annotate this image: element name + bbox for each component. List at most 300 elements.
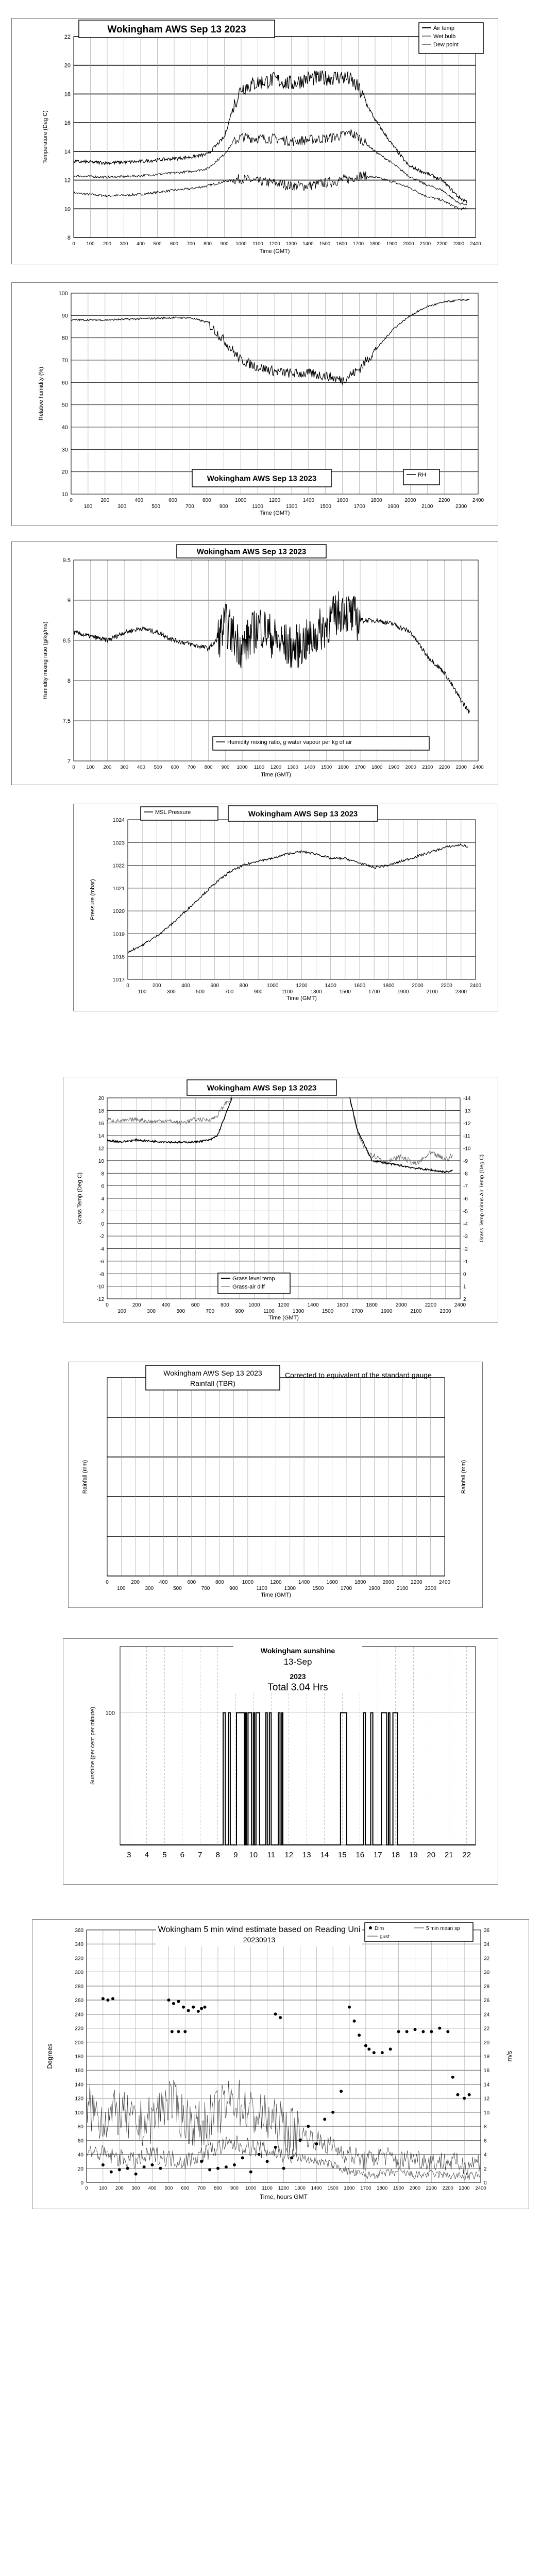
wind-direction-point	[204, 2006, 207, 2009]
legend-entry: Grass-air diff	[232, 1284, 265, 1290]
chart-title: Wokingham AWS Sep 13 2023	[163, 1369, 262, 1377]
x-tick-label: 2100	[397, 1586, 409, 1591]
x-tick-label: 1800	[383, 983, 395, 989]
y-tick-label: 2	[463, 1297, 466, 1302]
y-tick-label: 300	[75, 1970, 83, 1976]
x-tick-label: 2400	[454, 1302, 466, 1308]
series-mixing-ratio	[74, 591, 469, 714]
x-tick-label: 500	[164, 2185, 173, 2191]
wind-direction-point	[172, 2002, 175, 2005]
wind-direction-point	[358, 2033, 361, 2037]
x-tick-label: 600	[187, 1580, 196, 1585]
y-tick-label: 20	[98, 1096, 104, 1101]
x-tick-label: 1000	[248, 1302, 260, 1308]
y-tick-label: -4	[99, 1246, 104, 1252]
x-tick-label: 2300	[455, 765, 467, 770]
wind-direction-point	[134, 2173, 138, 2176]
chart-title: Wokingham AWS Sep 13 2023	[207, 474, 317, 483]
y-axis-label: Relative humidity (%)	[38, 367, 44, 420]
y-tick-label: 100	[58, 291, 68, 297]
y-tick-label: 28	[484, 1984, 490, 1990]
x-tick-label: 100	[117, 1309, 126, 1314]
x-tick-label: 500	[153, 241, 162, 247]
x-tick-label: 1100	[262, 2185, 273, 2191]
y-tick-label: 20	[77, 2166, 83, 2172]
x-tick-label: 5	[162, 1851, 167, 1859]
y-tick-label: 9.5	[62, 557, 71, 564]
wind-chart-panel	[32, 1919, 529, 2209]
wind-direction-point	[430, 2030, 433, 2033]
x-tick-label: 2100	[410, 1309, 422, 1314]
chart-subtitle: Rainfall (TBR)	[190, 1379, 235, 1387]
x-tick-label: 900	[253, 989, 263, 995]
x-axis-label: Time (GMT)	[268, 1315, 299, 1321]
x-tick-label: 2400	[472, 765, 484, 770]
wind-direction-point	[389, 2047, 392, 2050]
x-tick-label: 1800	[369, 241, 381, 247]
y-tick-label: 1021	[112, 885, 125, 892]
y-tick-label: 200	[75, 2040, 83, 2046]
y-tick-label: 260	[75, 1998, 83, 2004]
x-tick-label: 1700	[340, 1586, 352, 1591]
legend-entry: Dew point	[433, 42, 459, 48]
wind-direction-point	[373, 2051, 376, 2054]
y-tick-label: 360	[75, 1928, 83, 1934]
series-rh	[71, 299, 469, 384]
y-tick-label: 6	[484, 2138, 487, 2144]
y-tick-label: 7	[67, 758, 71, 765]
x-tick-label: 600	[168, 498, 177, 503]
x-tick-label: 700	[206, 1309, 215, 1314]
x-tick-label: 300	[120, 765, 129, 770]
y-tick-label: 20	[64, 62, 71, 69]
wind-direction-point	[258, 2153, 261, 2156]
x-tick-label: 700	[197, 2185, 206, 2191]
y-tick-label: 9	[67, 598, 71, 604]
x-axis-label: Time (GMT)	[286, 995, 317, 1002]
x-tick-label: 300	[131, 2185, 140, 2191]
x-tick-label: 700	[187, 241, 195, 247]
y-tick-label: 30	[484, 1970, 490, 1976]
y-tick-label: -10	[96, 1284, 104, 1290]
x-axis-label: Time (GMT)	[261, 772, 291, 778]
y-tick-label: 60	[61, 380, 68, 386]
chart-title: Wokingham AWS Sep 13 2023	[248, 809, 358, 819]
x-tick-label: 1200	[278, 2185, 290, 2191]
wind-direction-point	[364, 2044, 367, 2047]
y-tick-label: 22	[64, 34, 71, 40]
x-tick-label: 800	[204, 765, 213, 770]
x-tick-label: 22	[462, 1851, 471, 1859]
x-tick-label: 1300	[285, 504, 298, 510]
x-tick-label: 1100	[256, 1586, 267, 1591]
wind-direction-point	[353, 2020, 356, 2023]
y-tick-label: 0	[484, 2180, 487, 2186]
y-tick-label: -8	[463, 1171, 468, 1177]
x-tick-label: 1700	[352, 241, 364, 247]
wind-direction-point	[177, 2000, 180, 2003]
wind-direction-point	[111, 1997, 114, 2000]
y-tick-label: 100	[75, 2110, 83, 2116]
y-tick-label: 4	[484, 2152, 487, 2158]
wind-direction-point	[151, 2163, 154, 2166]
x-tick-label: 2300	[459, 2185, 470, 2191]
wind-direction-point	[118, 2168, 121, 2172]
x-tick-label: 2400	[475, 2185, 486, 2191]
x-tick-label: 1200	[296, 983, 308, 989]
temperature-chart	[12, 19, 498, 264]
y-tick-label: 1023	[112, 840, 125, 846]
wind-direction-point	[233, 2163, 236, 2166]
y-tick-label: 1018	[112, 954, 125, 960]
x-tick-label: 900	[219, 504, 228, 510]
chart-title: Wokingham 5 min wind estimate based on Reading Uni	[158, 1925, 361, 1934]
x-tick-label: 1100	[263, 1309, 275, 1314]
y2-axis-label: m/s	[505, 2050, 513, 2062]
y-tick-label: 7.5	[62, 718, 71, 724]
y-tick-label: 16	[98, 1121, 104, 1127]
y-tick-label: 24	[484, 2012, 490, 2018]
y-tick-label: 18	[64, 91, 71, 98]
x-tick-label: 300	[117, 504, 127, 510]
x-tick-label: 2300	[439, 1309, 451, 1314]
x-tick-label: 400	[137, 241, 145, 247]
x-tick-label: 200	[103, 241, 111, 247]
y-tick-label: 8	[67, 678, 71, 684]
x-tick-label: 1100	[252, 241, 263, 247]
x-tick-label: 10	[249, 1851, 258, 1859]
chart-title: Wokingham AWS Sep 13 2023	[107, 24, 246, 35]
mixing-ratio-chart-panel	[11, 541, 498, 785]
y-tick-label: 240	[75, 2012, 83, 2018]
x-tick-label: 1800	[366, 1302, 378, 1308]
wind-direction-point	[208, 2168, 211, 2172]
x-tick-label: 1700	[353, 504, 365, 510]
y-tick-label: 16	[484, 2068, 490, 2074]
x-tick-label: 800	[220, 1302, 229, 1308]
y-tick-label: 320	[75, 1956, 83, 1962]
x-tick-label: 600	[171, 765, 179, 770]
y-tick-label: 340	[75, 1942, 83, 1948]
x-tick-label: 1400	[325, 983, 336, 989]
y-tick-label: -3	[463, 1234, 468, 1240]
chart-annotation: Corrected to equivalent of the standard gauge	[285, 1371, 432, 1379]
x-tick-label: 1700	[368, 989, 380, 995]
wind-direction-point	[290, 2156, 293, 2159]
x-tick-label: 1000	[236, 765, 248, 770]
x-tick-label: 1200	[268, 498, 281, 503]
legend-entry: Air temp	[433, 25, 454, 31]
x-tick-label: 900	[230, 2185, 239, 2191]
x-tick-label: 1500	[312, 1586, 324, 1591]
x-tick-label: 600	[181, 2185, 190, 2191]
x-tick-label: 19	[409, 1851, 418, 1859]
wind-direction-point	[183, 2030, 187, 2033]
y-tick-label: 32	[484, 1956, 490, 1962]
y-tick-label: 140	[75, 2082, 83, 2088]
x-tick-label: 1400	[298, 1580, 310, 1585]
x-tick-label: 2100	[422, 765, 433, 770]
y-tick-label: 8	[484, 2124, 487, 2130]
y-tick-label: 34	[484, 1942, 490, 1948]
y-tick-label: 180	[75, 2054, 83, 2060]
x-tick-label: 1900	[393, 2185, 404, 2191]
sunshine-chart-panel	[63, 1638, 498, 1885]
y-tick-label: 1019	[112, 931, 125, 938]
wind-direction-point	[192, 2006, 195, 2009]
x-axis-label: Time, hours GMT	[260, 2193, 308, 2200]
wind-direction-point	[451, 2076, 454, 2079]
x-tick-label: 1600	[337, 765, 349, 770]
y-tick-label: 8.5	[62, 638, 71, 644]
wind-direction-point	[102, 2163, 105, 2166]
y-tick-label: 10	[64, 206, 71, 213]
x-tick-label: 400	[181, 983, 190, 989]
y-tick-label: 22	[484, 2026, 490, 2032]
x-tick-label: 1300	[285, 241, 297, 247]
y-tick-label: -1	[463, 1259, 468, 1265]
wind-direction-point	[282, 2167, 285, 2170]
x-tick-label: 2000	[405, 765, 416, 770]
humidity-chart	[12, 283, 498, 526]
x-tick-label: 1900	[381, 1309, 393, 1314]
wind-chart	[32, 1920, 529, 2209]
x-tick-label: 2100	[426, 2185, 437, 2191]
wind-direction-point	[159, 2167, 162, 2170]
chart-title: Wokingham AWS Sep 13 2023	[207, 1083, 317, 1093]
x-tick-label: 600	[170, 241, 178, 247]
x-tick-label: 4	[144, 1851, 149, 1859]
y-tick-label: -13	[463, 1108, 471, 1114]
x-tick-label: 1000	[235, 498, 247, 503]
wind-direction-point	[102, 1997, 105, 2000]
x-tick-label: 1000	[242, 1580, 254, 1585]
y-tick-label: 14	[484, 2082, 490, 2088]
x-tick-label: 1100	[252, 504, 263, 510]
x-tick-label: 1100	[253, 765, 265, 770]
x-tick-label: 1300	[292, 1309, 305, 1314]
x-tick-label: 0	[72, 241, 75, 247]
x-tick-label: 0	[126, 983, 129, 989]
y-tick-label: 18	[98, 1108, 104, 1114]
x-tick-label: 1700	[354, 765, 366, 770]
legend-entry: RH	[418, 472, 426, 478]
wind-direction-point	[225, 2165, 228, 2168]
x-tick-label: 1900	[387, 504, 399, 510]
x-tick-label: 1900	[386, 241, 398, 247]
wind-direction-point	[468, 2093, 471, 2096]
x-tick-label: 2200	[442, 2185, 453, 2191]
x-tick-label: 500	[151, 504, 160, 510]
x-tick-label: 2200	[438, 498, 450, 503]
x-tick-label: 21	[444, 1851, 453, 1859]
x-tick-label: 500	[196, 989, 205, 995]
y-axis-label: Degrees	[46, 2043, 54, 2069]
x-tick-label: 200	[132, 1302, 141, 1308]
x-tick-label: 18	[391, 1851, 400, 1859]
x-tick-label: 7	[198, 1851, 202, 1859]
grass-temp-chart-panel	[63, 1077, 498, 1323]
y-tick-label: 10	[61, 492, 68, 498]
x-tick-label: 2300	[455, 504, 467, 510]
x-tick-label: 800	[239, 983, 248, 989]
y-tick-label: -5	[463, 1209, 468, 1215]
y-axis-label: Pressure (mbar)	[90, 879, 96, 920]
x-tick-label: 1800	[371, 765, 383, 770]
x-tick-label: 1900	[397, 989, 409, 995]
x-tick-label: 2000	[412, 983, 424, 989]
y-tick-label: 6	[101, 1183, 104, 1190]
y-tick-label: -12	[463, 1121, 471, 1127]
x-tick-label: 1600	[336, 1302, 348, 1308]
x-tick-label: 200	[131, 1580, 140, 1585]
x-tick-label: 2000	[395, 1302, 407, 1308]
wind-direction-point	[274, 2146, 277, 2149]
wind-direction-point	[187, 2009, 190, 2012]
legend-entry: 5 min mean sp	[426, 1926, 460, 1931]
y-tick-label: 16	[64, 120, 71, 127]
y-tick-label: 0	[80, 2180, 83, 2186]
wind-direction-point	[348, 2006, 351, 2009]
y-tick-label: 160	[75, 2068, 83, 2074]
wind-direction-point	[381, 2051, 384, 2054]
y-tick-label: 18	[484, 2054, 490, 2060]
y-tick-label: -6	[99, 1259, 104, 1265]
x-tick-label: 2200	[436, 241, 448, 247]
humidity-chart-panel	[11, 282, 498, 526]
y-tick-label: 12	[64, 177, 71, 184]
y-tick-label: 0	[463, 1272, 466, 1278]
x-tick-label: 200	[115, 2185, 124, 2191]
y-tick-label: 60	[77, 2138, 83, 2144]
y-tick-label: -8	[99, 1272, 104, 1278]
x-tick-label: 1200	[270, 765, 282, 770]
wind-direction-point	[200, 2007, 203, 2010]
grass-temp-chart	[63, 1077, 498, 1323]
series-grass-temp	[107, 1098, 232, 1143]
y-tick-label: 0	[101, 1221, 104, 1227]
x-tick-label: 900	[229, 1586, 238, 1591]
x-tick-label: 1000	[245, 2185, 257, 2191]
wind-direction-point	[438, 2027, 441, 2030]
wind-direction-point	[126, 2167, 129, 2170]
wind-direction-point	[216, 2167, 219, 2170]
y-tick-label: 1022	[112, 862, 125, 869]
x-tick-label: 1500	[339, 989, 351, 995]
chart-subtitle: 20230913	[243, 1936, 276, 1944]
x-tick-label: 800	[204, 241, 212, 247]
x-tick-label: 200	[152, 983, 161, 989]
pressure-chart-panel	[73, 804, 498, 1011]
wind-direction-point	[446, 2030, 449, 2033]
x-tick-label: 1400	[307, 1302, 319, 1308]
chart-title: Wokingham AWS Sep 13 2023	[196, 547, 307, 556]
y-tick-label: 280	[75, 1984, 83, 1990]
legend-entry: Wet bulb	[433, 33, 456, 40]
x-tick-label: 2200	[441, 983, 452, 989]
legend-swatch	[369, 1926, 372, 1929]
x-tick-label: 1200	[278, 1302, 290, 1308]
y-tick-label: 8	[101, 1171, 104, 1177]
y-tick-label: 40	[61, 425, 68, 431]
x-tick-label: 2000	[382, 1580, 394, 1585]
x-tick-label: 1400	[311, 2185, 322, 2191]
x-tick-label: 100	[86, 765, 95, 770]
x-tick-label: 8	[215, 1851, 220, 1859]
x-tick-label: 100	[116, 1586, 126, 1591]
y2-axis-label: Rainfall (mm)	[461, 1460, 467, 1494]
chart-year: 2023	[290, 1672, 306, 1681]
x-tick-label: 2000	[403, 241, 414, 247]
y-tick-label: -2	[463, 1246, 468, 1252]
wind-direction-point	[307, 2125, 310, 2128]
y-tick-label: 120	[75, 2096, 83, 2102]
wind-direction-point	[405, 2030, 409, 2033]
wind-direction-point	[456, 2093, 459, 2096]
y-tick-label: 1	[463, 1284, 466, 1290]
x-tick-label: 1200	[270, 1580, 282, 1585]
y-tick-label: -10	[463, 1146, 471, 1152]
y-tick-label: 20	[484, 2040, 490, 2046]
legend-entry: Grass level temp	[232, 1276, 275, 1282]
x-tick-label: 1400	[302, 241, 314, 247]
wind-direction-point	[182, 2006, 185, 2009]
y-axis-label: Humidity mixing ratio (g/kg/ms)	[42, 621, 48, 700]
x-tick-label: 1600	[326, 1580, 338, 1585]
y-tick-label: 2	[101, 1209, 104, 1215]
legend-entry: gust	[380, 1934, 390, 1940]
y-tick-label: 36	[484, 1928, 490, 1934]
x-tick-label: 2300	[455, 989, 467, 995]
y-tick-label: 40	[77, 2152, 83, 2158]
y-tick-label: 70	[61, 358, 68, 364]
x-tick-label: 1300	[287, 765, 298, 770]
pressure-chart	[74, 804, 498, 1011]
y-tick-label: 90	[61, 313, 68, 319]
wind-direction-point	[167, 1998, 170, 2002]
x-tick-label: 2000	[409, 2185, 421, 2191]
y-axis-label: Temperature (Deg C)	[42, 110, 48, 164]
x-tick-label: 800	[214, 2185, 222, 2191]
x-tick-label: 600	[210, 983, 219, 989]
wind-direction-point	[421, 2030, 425, 2033]
wind-direction-point	[340, 2090, 343, 2093]
sunshine-total: Total 3.04 Hrs	[267, 1682, 328, 1693]
rainfall-chart	[69, 1362, 482, 1607]
x-tick-label: 2100	[419, 241, 431, 247]
y-tick-label: -11	[463, 1133, 470, 1140]
x-tick-label: 1500	[319, 241, 331, 247]
x-tick-label: 2300	[425, 1586, 436, 1591]
x-tick-label: 500	[173, 1586, 182, 1591]
x-tick-label: 400	[137, 765, 145, 770]
x-tick-label: 600	[191, 1302, 200, 1308]
x-tick-label: 2400	[469, 983, 482, 989]
x-tick-label: 2400	[470, 241, 481, 247]
wind-direction-point	[106, 1998, 109, 2002]
y-tick-label: 100	[105, 1710, 115, 1717]
wind-direction-point	[274, 2012, 277, 2015]
wind-direction-point	[414, 2028, 417, 2031]
x-tick-label: 1400	[304, 765, 315, 770]
x-tick-label: 11	[267, 1851, 276, 1859]
y-tick-label: 2	[484, 2166, 487, 2172]
y-tick-label: -2	[99, 1234, 104, 1240]
y-tick-label: 26	[484, 1998, 490, 2004]
y-axis-label: Sunshine (per cent per minute)	[90, 1706, 96, 1785]
y-tick-label: 12	[98, 1146, 104, 1152]
x-tick-label: 1300	[284, 1586, 296, 1591]
